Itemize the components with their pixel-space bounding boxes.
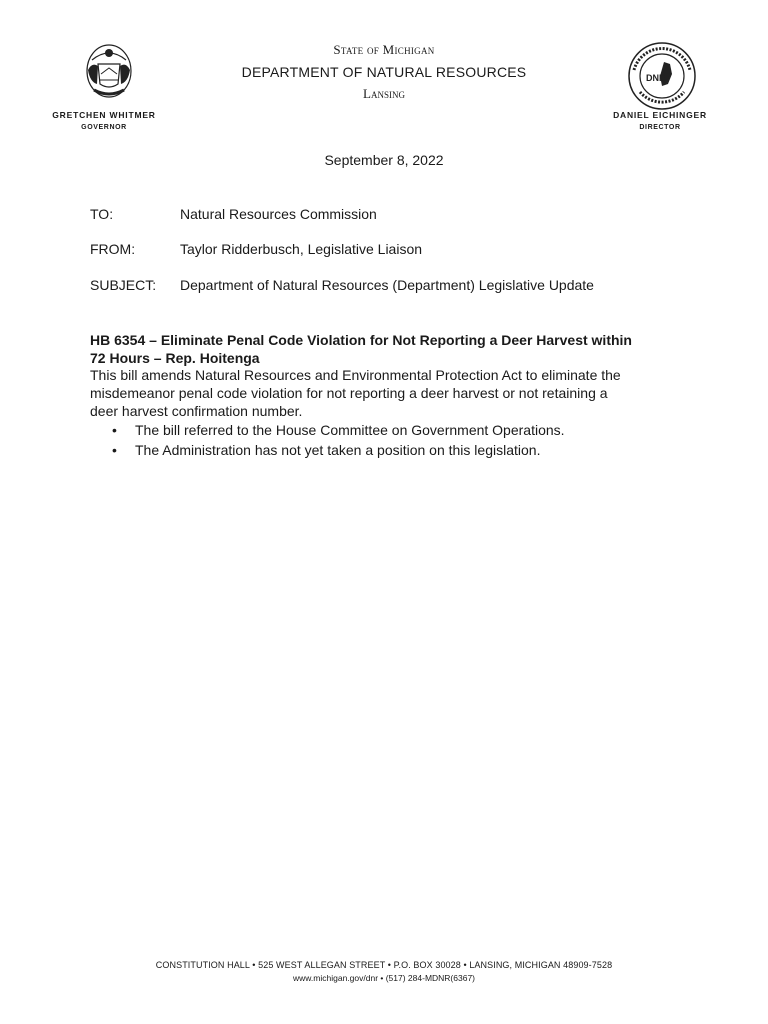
memo-from-label: FROM: xyxy=(90,241,136,257)
letterhead-state: State of Michigan xyxy=(333,42,435,57)
governor-name: GRETCHEN WHITMER xyxy=(52,110,156,120)
bill-heading-line: 72 Hours – Rep. Hoitenga xyxy=(90,350,260,366)
list-item xyxy=(90,421,690,441)
director-title: DIRECTOR xyxy=(639,124,681,131)
bill-heading xyxy=(90,331,690,367)
bill-heading-line: HB 6354 – Eliminate Penal Code Violation for Not Reporting a Deer Harvest within xyxy=(90,332,632,348)
footer-contact: www.michigan.gov/dnr • (517) 284-MDNR(6367) xyxy=(292,973,476,983)
list-item-text: The bill referred to the House Committee on Government Operations. xyxy=(135,422,565,438)
bullet-icon: • xyxy=(112,442,117,458)
bill-description xyxy=(90,366,690,420)
bill-status-list xyxy=(90,421,690,461)
footer-address: CONSTITUTION HALL • 525 WEST ALLEGAN STREET • P.O. BOX 30028 • LANSING, MICHIGAN 48909-7528 xyxy=(155,960,613,970)
letterhead-department: DEPARTMENT OF NATURAL RESOURCES xyxy=(241,64,527,80)
dnr-seal-icon xyxy=(626,40,698,112)
governor-title: GOVERNOR xyxy=(81,124,127,131)
bill-description-line: misdemeanor penal code violation for not reporting a deer harvest or not retaining a xyxy=(90,385,608,401)
director-name: DANIEL EICHINGER xyxy=(613,110,707,120)
bill-description-line: deer harvest confirmation number. xyxy=(90,403,303,419)
memo-subject-value: Department of Natural Resources (Department) Legislative Update xyxy=(180,277,594,293)
list-item xyxy=(90,441,690,461)
memo-to-value: Natural Resources Commission xyxy=(180,206,377,222)
dnr-seal-text: DNR xyxy=(646,73,666,83)
memo-date: September 8, 2022 xyxy=(324,152,444,168)
memo-subject-label: SUBJECT: xyxy=(90,277,157,293)
bill-description-line: This bill amends Natural Resources and Environmental Protection Act to eliminate the xyxy=(90,367,621,383)
list-item-text: The Administration has not yet taken a position on this legislation. xyxy=(135,442,541,458)
letterhead-city: Lansing xyxy=(363,86,405,101)
memo-from-value: Taylor Ridderbusch, Legislative Liaison xyxy=(180,241,423,257)
bullet-icon: • xyxy=(112,422,117,438)
memo-to-label: TO: xyxy=(90,206,114,222)
